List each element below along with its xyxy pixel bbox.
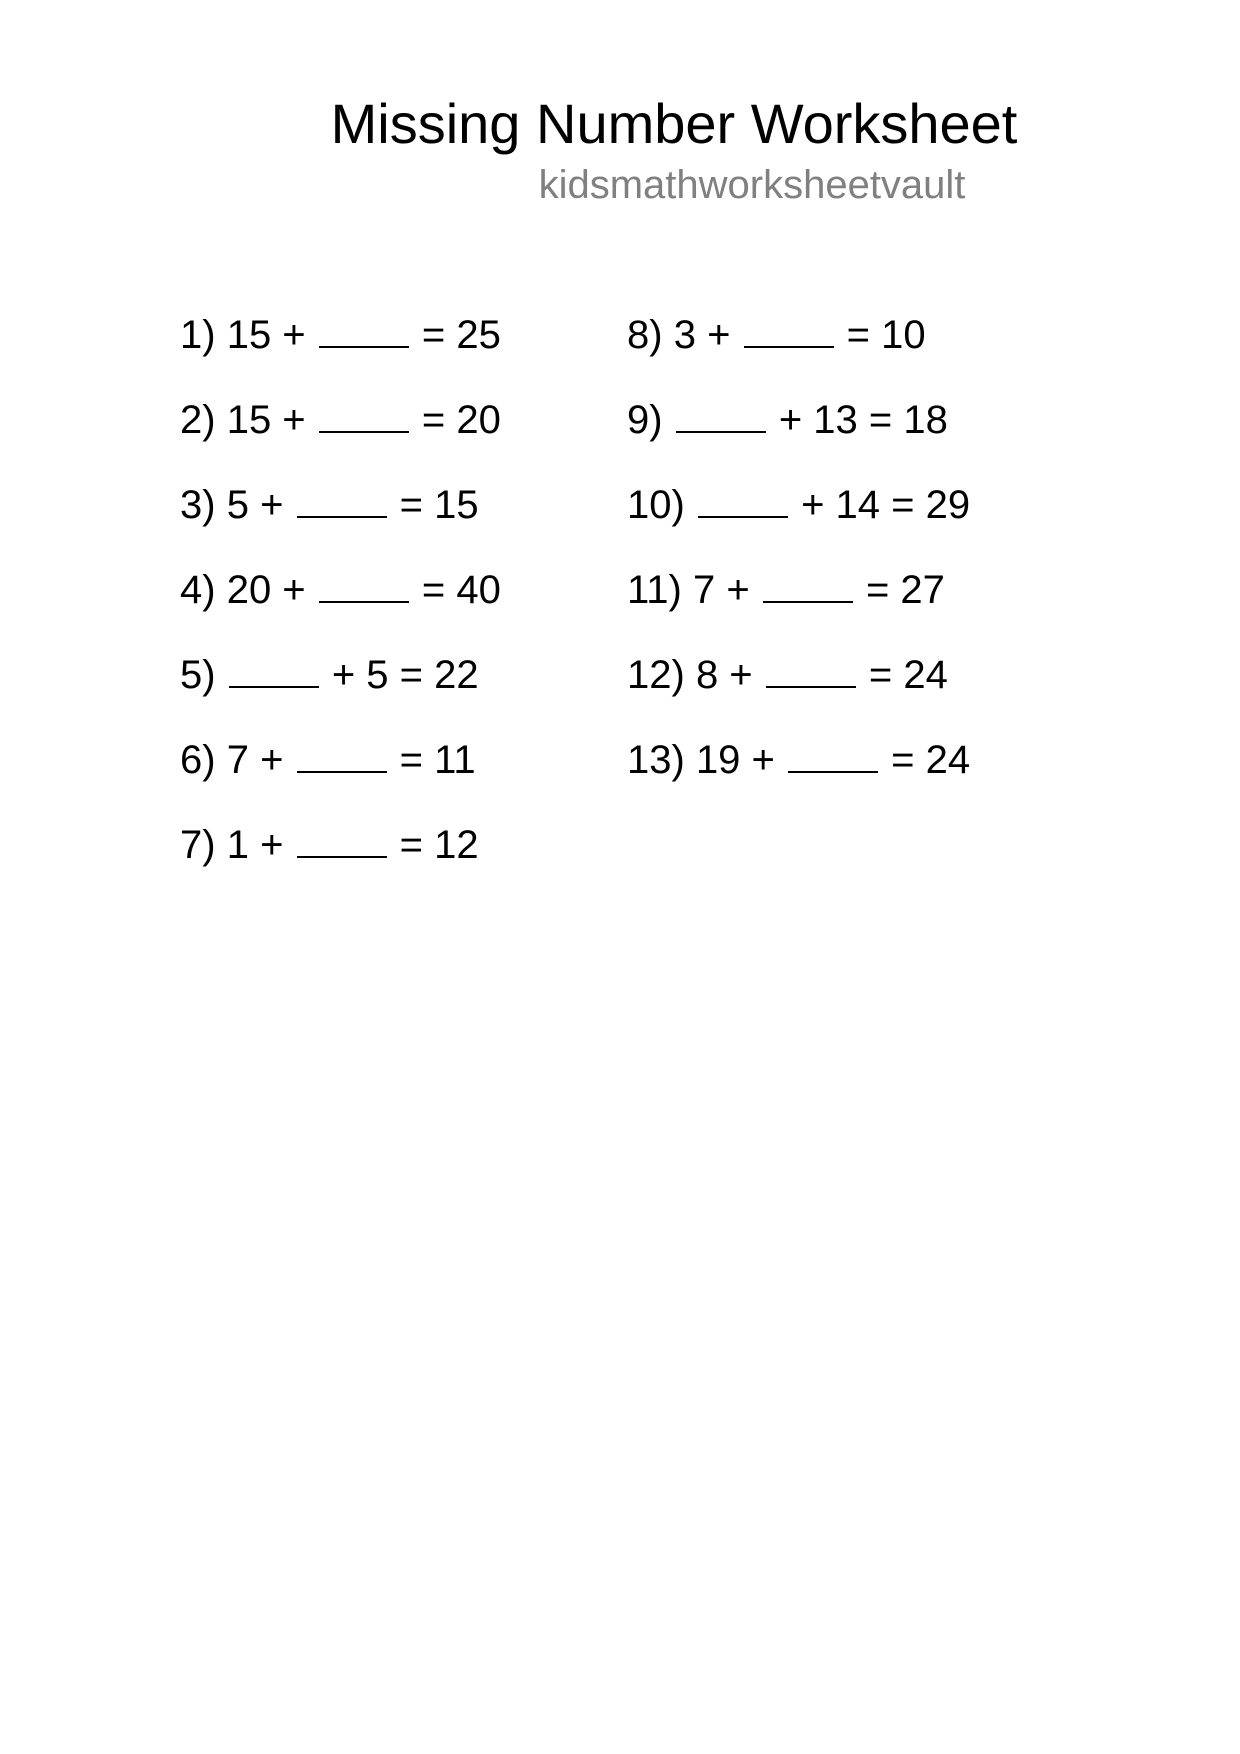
answer-blank[interactable]	[319, 571, 409, 603]
answer-blank[interactable]	[319, 316, 409, 348]
problem-number: 5)	[180, 653, 216, 697]
problem-number: 4)	[180, 568, 216, 612]
problem-5	[180, 650, 501, 735]
problem-number: 8)	[627, 313, 663, 357]
problem-after: = 24	[868, 653, 948, 697]
problem-after: = 40	[421, 568, 501, 612]
problem-before: 7 +	[226, 738, 284, 782]
problem-number: 13)	[627, 738, 685, 782]
problem-number: 10)	[627, 483, 685, 527]
problem-before: 7 +	[692, 568, 750, 612]
problem-12	[627, 650, 970, 735]
problems-left-column	[180, 310, 501, 905]
problem-1	[180, 310, 501, 395]
answer-blank[interactable]	[676, 401, 766, 433]
problem-9	[627, 395, 970, 480]
problem-4	[180, 565, 501, 650]
answer-blank[interactable]	[297, 741, 387, 773]
worksheet-title: Missing Number Worksheet	[330, 92, 1018, 155]
problem-number: 12)	[627, 653, 685, 697]
problem-after: = 12	[399, 823, 479, 867]
problem-number: 2)	[180, 398, 216, 442]
problem-number: 7)	[180, 823, 216, 867]
answer-blank[interactable]	[297, 486, 387, 518]
problem-after: = 10	[846, 313, 926, 357]
problem-before: 3 +	[673, 313, 731, 357]
problem-before: 20 +	[226, 568, 306, 612]
answer-blank[interactable]	[744, 316, 834, 348]
problem-after: + 14 = 29	[801, 483, 971, 527]
problems-right-column	[627, 310, 970, 820]
answer-blank[interactable]	[766, 656, 856, 688]
problem-8	[627, 310, 970, 395]
answer-blank[interactable]	[229, 656, 319, 688]
problem-7	[180, 820, 501, 905]
problem-number: 1)	[180, 313, 216, 357]
problem-after: = 27	[865, 568, 945, 612]
answer-blank[interactable]	[763, 571, 853, 603]
problem-after: = 11	[399, 738, 476, 782]
answer-blank[interactable]	[698, 486, 788, 518]
problem-after: + 5 = 22	[331, 653, 479, 697]
problem-after: + 13 = 18	[778, 398, 948, 442]
problem-before: 15 +	[226, 398, 306, 442]
answer-blank[interactable]	[319, 401, 409, 433]
problem-before: 1 +	[226, 823, 284, 867]
worksheet-source: kidsmathworksheetvault	[538, 163, 966, 207]
problem-number: 3)	[180, 483, 216, 527]
problem-2	[180, 395, 501, 480]
problem-11	[627, 565, 970, 650]
problem-before: 5 +	[226, 483, 284, 527]
problem-before: 8 +	[695, 653, 753, 697]
problem-number: 9)	[627, 398, 663, 442]
problem-13	[627, 735, 970, 820]
problem-after: = 25	[421, 313, 501, 357]
problem-after: = 20	[421, 398, 501, 442]
problem-before: 15 +	[226, 313, 306, 357]
answer-blank[interactable]	[297, 826, 387, 858]
problem-10	[627, 480, 970, 565]
answer-blank[interactable]	[788, 741, 878, 773]
problem-number: 6)	[180, 738, 216, 782]
problem-6	[180, 735, 501, 820]
problem-before: 19 +	[695, 738, 775, 782]
problem-after: = 24	[891, 738, 971, 782]
problem-number: 11)	[627, 568, 682, 612]
problem-3	[180, 480, 501, 565]
problem-after: = 15	[399, 483, 479, 527]
